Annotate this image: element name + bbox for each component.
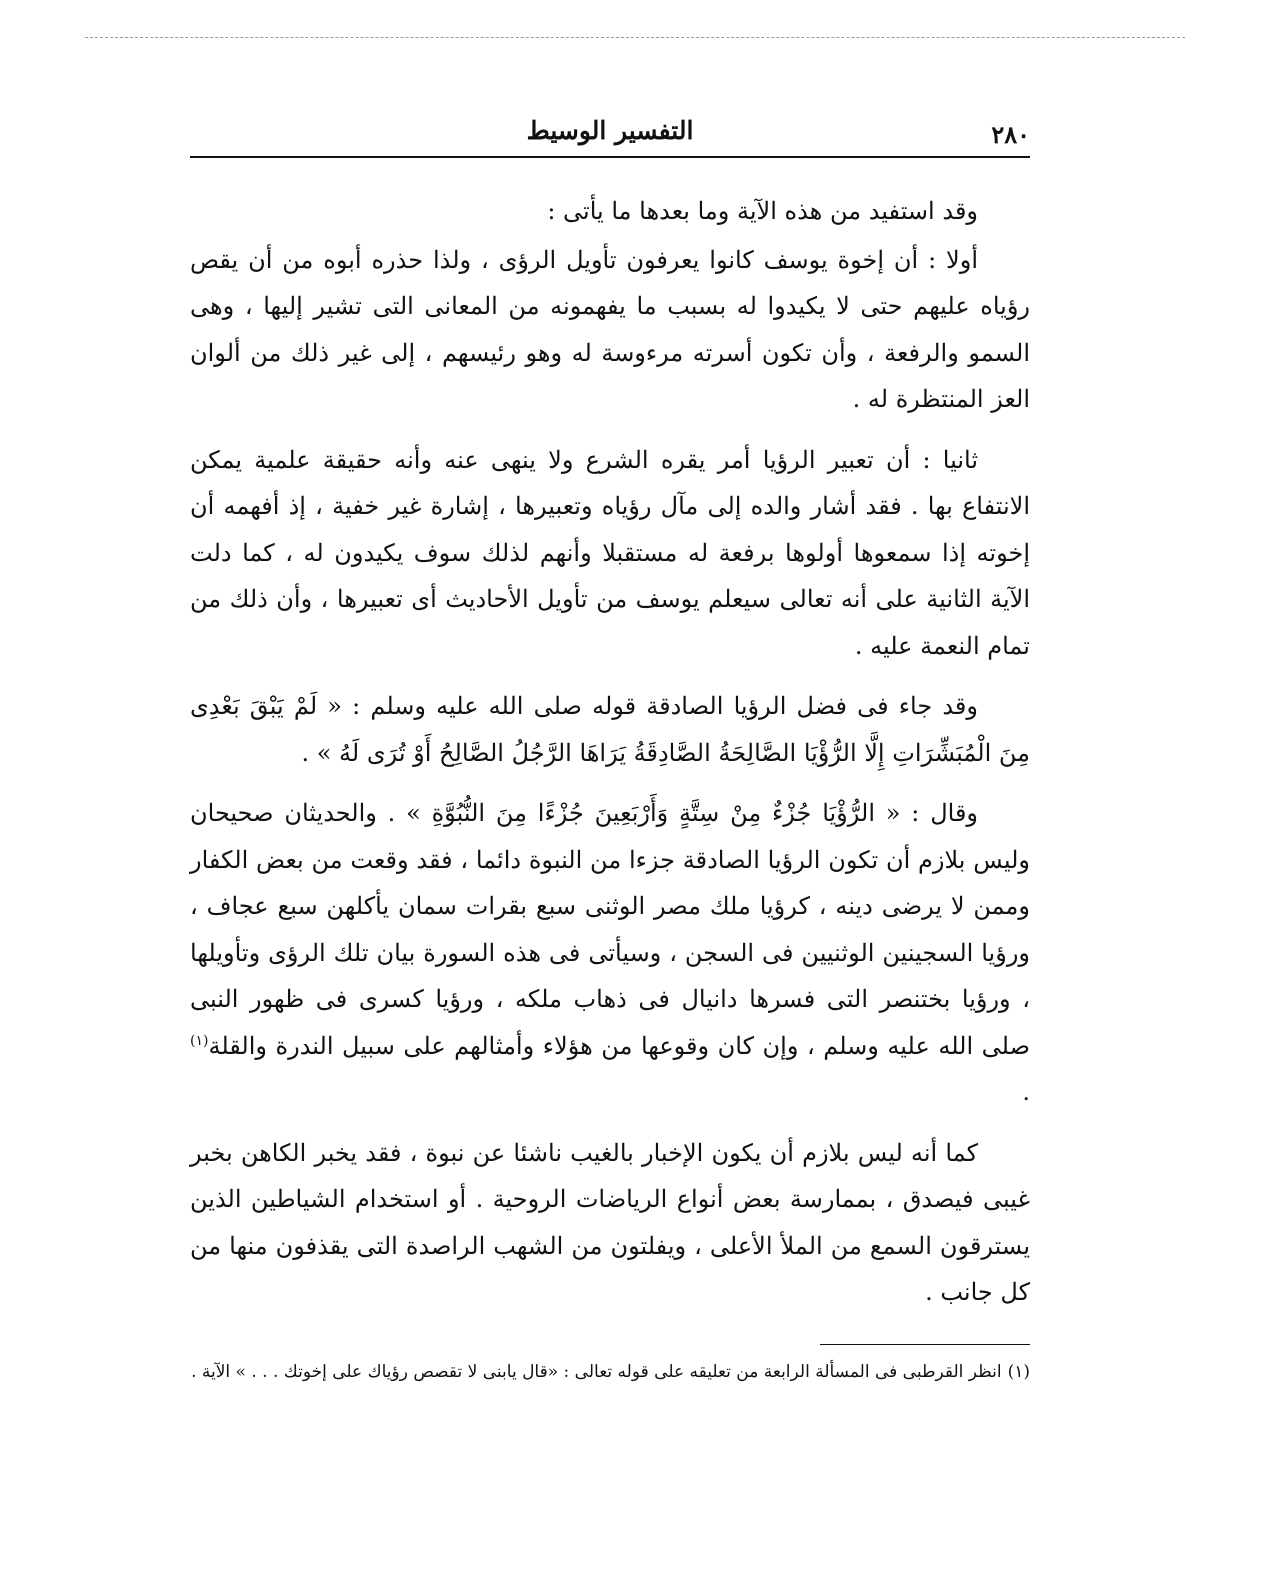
- paragraph-intro: وقد استفيد من هذه الآية وما بعدها ما يأتى :: [547, 197, 978, 225]
- paragraph-second-point: ثانيا : أن تعبير الرؤيا أمر يقره الشرع ولا ينهى عنه وأنه حقيقة علمية يمكن الانتفاع بها . فقد أشار والده إلى مآل رؤياه وتعبيرها ، إشارة غير خفية ، إذ أفهمه أن إخوته إذا سمعوها أولوها برفعة له مستقبلا وأنهم لذلك سوف يكيدون له ، كما دلت الآية الثانية على أنه تعالى سيعلم يوسف من تأويل الأحاديث أى تعبيرها ، وأن ذلك من تمام النعمة عليه .: [190, 445, 1030, 660]
- body-text: [190, 188, 1030, 1316]
- header-rule: [190, 156, 1030, 158]
- page-number: ٢٨٠: [991, 120, 1030, 149]
- running-title: التفسير الوسيط: [526, 116, 694, 145]
- paragraph-hadith-two-text: وقال : « الرُّؤْيَا جُزْءٌ مِنْ سِتَّةٍ وَأَرْبَعِينَ جُزْءًا مِنَ النُّبُوَّةِ » . والحديثان صحيحان وليس بلازم أن تكون الرؤيا الصادقة جزءا من النبوة دائما ، فقد وقعت من بعض الكفار وممن لا يرضى دينه ، كرؤيا ملك مصر الوثنى سبع بقرات سمان يأكلهن سبع عجاف ، ورؤيا السجينين الوثنيين فى السجن ، وسيأتى فى هذه السورة بيان تلك الرؤى وتأويلها ، ورؤيا بختنصر التى فسرها دانيال فى ذهاب ملكه ، ورؤيا كسرى فى ظهور النبى صلى الله عليه وسلم ، وإن كان وقوعها من هؤلاء وأمثالهم على سبيل الندرة والقلة: [190, 799, 1031, 1060]
- page-header: [190, 110, 1030, 152]
- paragraph-hadith-two: وقال : « الرُّؤْيَا جُزْءٌ مِنْ سِتَّةٍ وَأَرْبَعِينَ جُزْءًا مِنَ النُّبُوَّةِ » . والحديثان صحيحان وليس بلازم أن تكون الرؤيا الصادقة جزءا من النبوة دائما ، فقد وقعت من بعض الكفار وممن لا يرضى دينه ، كرؤيا ملك مصر الوثنى سبع بقرات سمان يأكلهن سبع عجاف ، ورؤيا السجينين الوثنيين فى السجن ، وسيأتى فى هذه السورة بيان تلك الرؤى وتأويلها ، ورؤيا بختنصر التى فسرها دانيال فى ذهاب ملكه ، ورؤيا كسرى فى ظهور النبى صلى الله عليه وسلم ، وإن كان وقوعها من هؤلاء وأمثالهم على سبيل الندرة والقلة$^{(١)}$ .: [190, 799, 1031, 1106]
- footnote-text: انظر القرطبى فى المسألة الرابعة من تعليقه على قوله تعالى : «قال يابنى لا تقصص رؤياك على إخوتك . . . » الآية .: [191, 1361, 1002, 1382]
- book-page: [190, 110, 1030, 1385]
- footnote-reference: (١): [190, 1032, 209, 1049]
- paragraph-soothsayer: كما أنه ليس بلازم أن يكون الإخبار بالغيب ناشئا عن نبوة ، فقد يخبر الكاهن بخبر غيبى فيصدق ، بممارسة بعض أنواع الرياضات الروحية . أو استخدام الشياطين الذين يسترقون السمع من الملأ الأعلى ، ويفلتون من الشهب الراصدة التى يقذفون منها من كل جانب .: [190, 1138, 1030, 1306]
- paragraph-hadith-one: وقد جاء فى فضل الرؤيا الصادقة قوله صلى الله عليه وسلم : « لَمْ يَبْقَ بَعْدِى مِنَ الْمُبَشِّرَاتِ إِلَّا الرُّؤْيَا الصَّالِحَةُ الصَّادِقَةُ يَرَاهَا الرَّجُلُ الصَّالِحُ أَوْ تُرَى لَهُ » .: [190, 692, 1030, 767]
- scan-artifact-line: [85, 37, 1185, 38]
- footnote-marker: (١): [1007, 1361, 1030, 1382]
- footnote: [190, 1359, 1030, 1385]
- footnote-rule: [820, 1344, 1030, 1345]
- paragraph-first-point: أولا : أن إخوة يوسف كانوا يعرفون تأويل الرؤى ، ولذا حذره أبوه من أن يقص رؤياه عليهم حتى لا يكيدوا له بسبب ما يفهمونه من المعانى التى تشير إليها ، وهى السمو والرفعة ، وأن تكون أسرته مرءوسة له وهو رئيسهم ، إلى غير ذلك من ألوان العز المنتظرة له .: [190, 245, 1031, 413]
